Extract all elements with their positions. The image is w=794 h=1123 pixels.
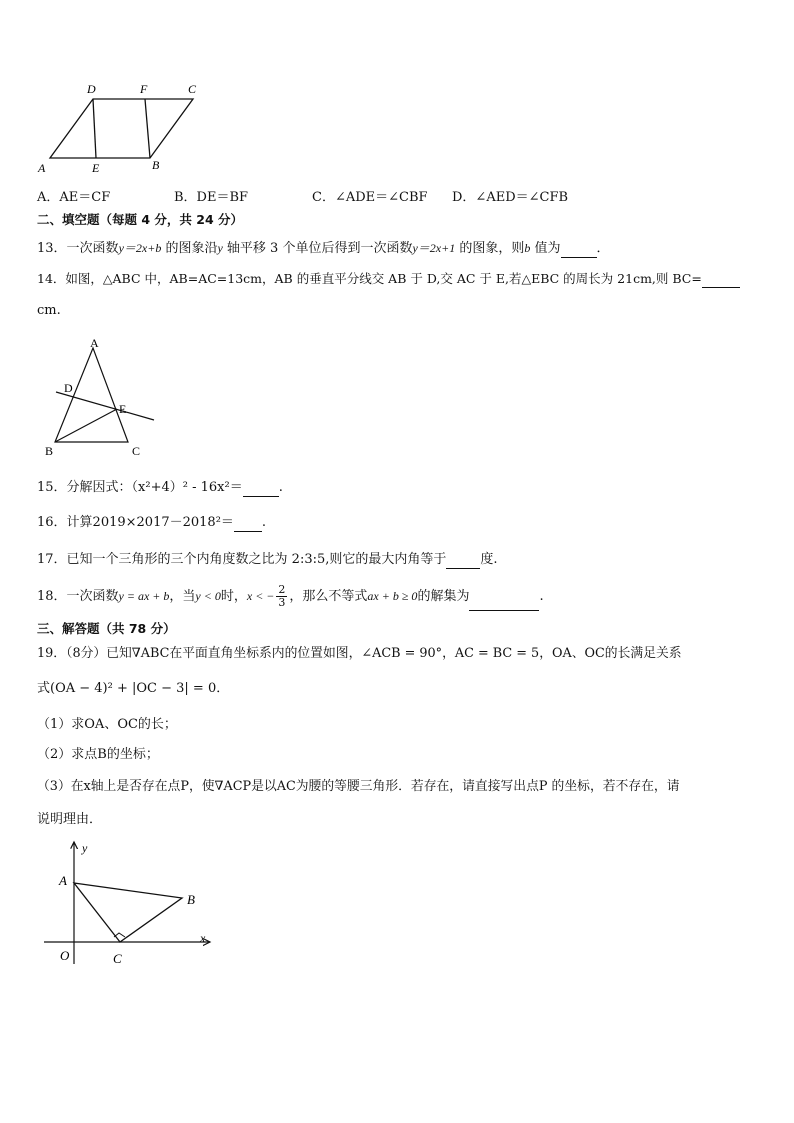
question-13	[37, 239, 610, 258]
label-x: x	[200, 931, 206, 945]
question-16	[37, 514, 266, 532]
section-solve-title: 三、解答题（共 78 分）	[37, 621, 176, 636]
q13-var-y: y	[217, 241, 223, 255]
label-c: C	[132, 444, 141, 458]
q15-prefix: 15．分解因式：（x²+4）² - 16x²＝	[37, 480, 243, 495]
label-e: E	[119, 402, 127, 416]
label-a: A	[38, 161, 46, 175]
q14-answer-blank	[702, 273, 740, 288]
q18-answer-blank	[469, 596, 539, 611]
option-c: C．∠ADE＝∠CBF	[312, 190, 428, 205]
label-o: O	[60, 948, 70, 963]
question-19-line2	[37, 680, 229, 698]
q16-prefix: 16．计算	[37, 515, 93, 530]
label-b: B	[45, 444, 54, 458]
q13-t1: 一次函数	[66, 241, 119, 256]
question-17	[37, 551, 498, 569]
q13-num: 13．	[37, 241, 67, 256]
q18-t1: ，当	[169, 589, 196, 604]
q14-line1: 14．如图，△ABC 中，AB=AC=13cm，AB 的垂直平分线交 AB 于 D,交 AC 于 E,若△EBC 的周长为 21cm,则 BC=	[37, 271, 702, 286]
q18-frac-den: 3	[278, 596, 286, 609]
q19-line2-prefix: 式	[37, 681, 51, 696]
label-y: y	[82, 841, 88, 855]
figure-parallelogram	[30, 78, 210, 178]
parallelogram-abcd	[50, 99, 193, 158]
label-d: D	[87, 82, 96, 96]
label-d: D	[64, 381, 73, 395]
q17-answer-blank	[446, 554, 480, 569]
triangle-acb	[74, 883, 182, 942]
q13-var-b: b	[524, 241, 531, 255]
q13-t3: 轴平移 3 个单位后得到一次函数	[222, 241, 413, 256]
q15-answer-blank	[243, 482, 279, 497]
question-14	[37, 270, 740, 288]
q13-answer-blank	[561, 243, 597, 258]
label-a: A	[59, 873, 67, 888]
figure-triangle-abc	[42, 336, 162, 460]
q16-end: .	[261, 515, 267, 530]
q15-end: .	[278, 480, 283, 495]
q18-frac-num: 2	[278, 583, 286, 596]
q18-t2: 时，	[220, 589, 247, 604]
q13-end: ．	[596, 241, 610, 256]
question-15	[37, 479, 283, 497]
section-fill-in-title: 二、填空题（每题 4 分，共 24 分）	[37, 212, 244, 227]
option-d: D．∠AED＝∠CFB	[452, 190, 569, 205]
question-18	[37, 582, 544, 611]
q18-t3: ，那么不等式	[289, 589, 368, 604]
q18-xlt: x < −	[246, 589, 275, 603]
label-b: B	[152, 158, 160, 172]
question-19-part3-cont: 说明理由．	[37, 812, 103, 827]
question-19-part1: （1）求OA、OC的长；	[37, 717, 177, 732]
segment-de	[93, 99, 96, 158]
q16-answer-blank	[234, 517, 262, 532]
q13-t5: 值为	[530, 241, 561, 256]
q13-f1: y＝2x+b	[118, 241, 162, 255]
q17-end: 度.	[480, 552, 498, 567]
q19-line2-expr: (OA − 4)² + |OC − 3| = 0．	[50, 681, 230, 696]
option-a: A．AE＝CF	[37, 190, 111, 205]
q17-prefix: 17．已知一个三角形的三个内角度数之比为 2:3:5,则它的最大内角等于	[37, 552, 447, 567]
q18-ineq: ax + b ≥ 0	[367, 589, 418, 603]
q18-num: 18．一次函数	[37, 589, 119, 604]
q13-t2: 的图象沿	[161, 241, 218, 256]
label-c: C	[113, 951, 122, 966]
q18-cond: y < 0	[195, 589, 221, 603]
question-19-part3: （3）在x轴上是否存在点P，使∇ACP是以AC为腰的等腰三角形．若存在，请直接写出点P 的坐标，若不存在，请	[37, 779, 680, 794]
q16-expr: 2019×2017－2018²＝	[92, 515, 234, 530]
segment-fb	[145, 99, 150, 158]
q13-f2: y＝2x+1	[412, 241, 456, 255]
question-19-line1: 19．（8分）已知∇ABC在平面直角坐标系内的位置如图，∠ACB = 90°，AC = BC = 5，OA、OC的长满足关系	[37, 646, 682, 661]
q18-t4: 的解集为	[417, 589, 470, 604]
label-e: E	[92, 161, 100, 175]
label-f: F	[140, 82, 148, 96]
figure-coordinate	[40, 836, 230, 976]
q18-end: .	[539, 589, 544, 604]
question-14-cont: cm.	[37, 303, 61, 318]
label-a: A	[90, 336, 99, 350]
label-b: B	[187, 892, 195, 907]
label-c: C	[188, 82, 197, 96]
option-b: B．DE＝BF	[174, 190, 249, 205]
q18-func: y = ax + b	[118, 589, 170, 603]
segment-be	[55, 409, 117, 442]
q13-t4: 的图象，则	[455, 241, 525, 256]
q18-fraction	[276, 584, 287, 609]
question-19-part2: （2）求点B的坐标；	[37, 747, 159, 762]
